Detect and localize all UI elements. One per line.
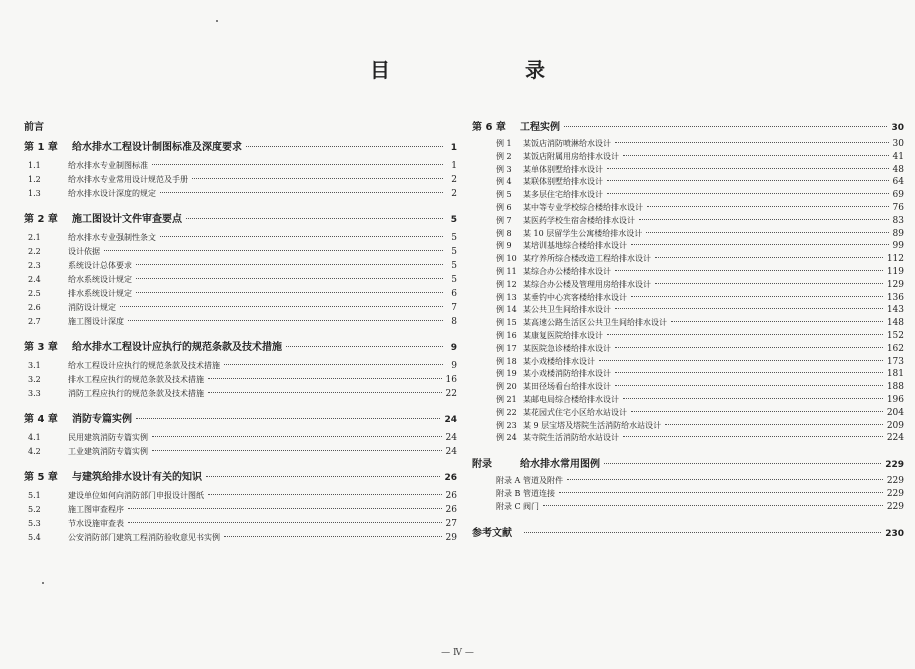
section-page: 5 [451,247,457,257]
toc-section[interactable] [24,374,457,388]
section-page: 76 [892,202,904,213]
section-title: 管道连接 [523,488,555,498]
section-page: 119 [886,266,904,277]
chapter-page: 1 [450,143,457,153]
toc-section[interactable] [24,388,457,402]
section-title: 某寺院生活消防给水站设计 [523,433,619,443]
chapter-page: 30 [891,123,904,133]
toc-section[interactable] [24,518,457,532]
toc-section[interactable] [472,253,904,266]
leader-dots [607,168,889,169]
toc-section[interactable] [472,475,904,488]
section-page: 26 [445,491,457,501]
section-page: 99 [892,241,904,252]
section-number: 4.2 [28,447,41,456]
toc-section[interactable] [472,266,904,279]
toc-section[interactable] [472,164,904,177]
toc-section[interactable] [24,288,457,302]
section-page: 129 [886,279,904,290]
section-title: 给水排水专业强制性条文 [68,233,156,242]
section-title: 消防设计规定 [68,303,116,312]
leader-dots [224,364,443,365]
chapter-title: 消防专篇实例 [72,414,132,425]
section-number: 2.4 [28,275,41,284]
toc-section[interactable] [24,232,457,246]
chapter-number: 第 5 章 [24,472,58,483]
toc-section[interactable] [472,488,904,501]
toc-section[interactable] [472,394,904,407]
section-title: 某饭店附属用房给排水设计 [523,151,619,161]
section-title: 公安消防部门建筑工程消防验收意见书实例 [68,533,220,542]
stray-mark [216,20,218,22]
section-title: 某培训基地综合楼给排水设计 [523,241,627,251]
section-title: 某多层住宅给排水设计 [523,190,603,200]
toc-section[interactable] [24,490,457,504]
toc-section[interactable] [472,292,904,305]
leader-dots [206,476,440,477]
leader-dots [655,257,883,258]
leader-dots [152,436,442,437]
toc-section[interactable] [472,138,904,151]
section-number: 例 2 [496,151,512,161]
leader-dots [623,398,883,399]
section-page: 30 [892,139,904,149]
toc-section[interactable] [472,501,904,514]
leader-dots [604,463,881,464]
section-title: 某康复医院给排水设计 [523,330,603,340]
toc-section[interactable] [472,215,904,228]
toc-chapter[interactable] [24,138,457,154]
toc-section[interactable] [24,160,457,174]
section-page: 204 [886,407,904,418]
leader-dots [559,492,883,493]
leader-dots [623,436,883,437]
leader-dots [564,126,887,127]
toc-section[interactable] [472,304,904,317]
section-title: 某 9 层宝塔及塔院生活消防给水站设计 [523,420,662,430]
section-title: 节水设施审查表 [68,519,124,528]
leader-dots [607,193,889,194]
leader-dots [615,347,883,348]
leader-dots [671,321,883,322]
toc-chapter[interactable] [24,338,457,354]
section-page: 152 [886,330,904,341]
section-page: 6 [451,289,457,299]
chapter-title: 与建筑给排水设计有关的知识 [72,472,202,483]
toc-chapter[interactable] [472,118,904,134]
toc-chapter[interactable] [24,210,457,226]
section-number: 5.1 [28,491,41,500]
section-title: 施工图设计深度 [68,317,124,326]
section-number: 例 17 [496,343,517,353]
section-page: 16 [445,375,457,385]
section-page: 229 [886,488,904,499]
section-page: 29 [445,533,457,543]
section-page: 181 [886,369,904,380]
section-page: 224 [886,433,904,444]
section-page: 148 [886,318,904,329]
section-number: 例 24 [496,433,517,443]
leader-dots [631,296,883,297]
leader-dots [128,522,442,523]
section-number: 例 16 [496,330,517,340]
leader-dots [152,164,443,165]
section-title: 某小戏楼给排水设计 [523,356,595,366]
leader-dots [152,450,442,451]
section-page: 48 [892,164,904,175]
toc-section[interactable] [472,368,904,381]
toc-right-column [472,118,904,540]
leader-dots [136,264,443,265]
section-number: 1.3 [28,189,41,198]
section-number: 5.3 [28,519,41,528]
chapter-number: 第 2 章 [24,214,58,225]
section-title: 给水排水专业常用设计规范及手册 [68,175,188,184]
section-title: 系统设计总体要求 [68,261,132,270]
leader-dots [136,278,443,279]
leader-dots [639,219,889,220]
section-number: 2.1 [28,233,41,242]
leader-dots [208,378,442,379]
leader-dots [615,270,883,271]
toc-section[interactable] [472,407,904,420]
section-title: 工业建筑消防专篇实例 [68,447,148,456]
section-number: 3.3 [28,389,41,398]
section-title: 建设单位如何向消防部门申报设计图纸 [68,491,204,500]
section-number: 2.3 [28,261,41,270]
leader-dots [524,532,881,533]
section-number: 5.4 [28,533,41,542]
toc-section[interactable] [472,202,904,215]
section-number: 例 23 [496,420,517,430]
section-page: 89 [892,228,904,239]
section-page: 27 [445,519,457,529]
section-title: 给水排水专业制图标准 [68,161,148,170]
leader-dots [631,411,883,412]
leader-dots [186,218,443,219]
leader-dots [647,206,889,207]
section-page: 26 [445,505,457,515]
leader-dots [615,385,883,386]
toc-section[interactable] [24,360,457,374]
section-page: 173 [886,356,904,367]
section-page: 188 [886,382,904,393]
leader-dots [543,505,883,506]
section-page: 1 [451,161,457,171]
leader-dots [136,292,443,293]
section-page: 8 [451,317,457,327]
section-number: 4.1 [28,433,41,442]
section-title: 设计依据 [68,247,100,256]
section-page: 9 [451,361,457,371]
section-number: 例 21 [496,394,517,404]
section-page: 196 [886,394,904,405]
chapter-page: 9 [450,343,457,353]
preface-label: 前言 [24,122,44,133]
section-page: 112 [886,254,904,265]
section-page: 83 [892,215,904,226]
leader-dots [246,146,443,147]
toc-section[interactable] [24,246,457,260]
leader-dots [646,232,888,233]
leader-dots [224,536,442,537]
section-page: 162 [886,343,904,354]
section-number: 例 9 [496,241,512,251]
section-page: 64 [892,177,904,188]
section-number: 例 5 [496,190,512,200]
section-page: 5 [451,261,457,271]
toc-chapter[interactable] [472,524,904,540]
section-page: 69 [892,190,904,201]
toc-section[interactable] [24,302,457,316]
toc-section[interactable] [472,240,904,253]
chapter-number: 参考文献 [472,527,512,539]
leader-dots [160,236,443,237]
leader-dots [631,244,889,245]
section-page: 7 [451,303,457,313]
section-number: 例 6 [496,202,512,212]
page-number: — Ⅳ — [441,648,474,658]
chapter-page: 26 [444,473,457,483]
leader-dots [208,494,442,495]
section-number: 例 12 [496,279,517,289]
section-number: 例 14 [496,305,517,315]
chapter-number: 附录 [472,459,492,471]
stray-mark [42,582,44,584]
toc-preface[interactable] [24,118,457,138]
toc-section[interactable] [472,356,904,369]
section-number: 2.6 [28,303,41,312]
chapter-page: 230 [885,528,904,539]
section-number: 1.1 [28,161,41,170]
leader-dots [567,479,883,480]
section-number: 附录 B [496,488,521,498]
toc-section[interactable] [472,228,904,241]
chapter-page: 229 [885,460,904,471]
section-title: 某公共卫生间给排水设计 [523,305,611,315]
toc-section[interactable] [24,446,457,460]
section-page: 2 [451,175,457,185]
section-title: 排水工程应执行的规范条款及技术措施 [68,375,204,384]
leader-dots [160,192,443,193]
toc-section[interactable] [24,432,457,446]
section-number: 5.2 [28,505,41,514]
page-title: 目 录 [370,58,609,82]
section-title: 某中等专业学校综合楼给排水设计 [523,202,643,212]
section-title: 某花园式住宅小区给水站设计 [523,407,627,417]
leader-dots [607,180,889,181]
leader-dots [665,424,883,425]
chapter-title: 工程实例 [520,122,560,133]
section-title: 某联体别墅给排水设计 [523,177,603,187]
section-title: 施工图审查程序 [68,505,124,514]
toc-chapter[interactable] [24,468,457,484]
leader-dots [128,508,442,509]
section-page: 41 [892,151,904,162]
toc-section[interactable] [472,381,904,394]
chapter-title: 给水排水工程设计制图标准及深度要求 [72,142,242,153]
section-title: 消防工程应执行的规范条款及技术措施 [68,389,204,398]
section-title: 排水系统设计规定 [68,289,132,298]
section-number: 例 4 [496,177,512,187]
chapter-page: 5 [450,215,457,225]
section-page: 24 [445,447,457,457]
section-title: 某医药学校生宿舍楼给排水设计 [523,215,635,225]
leader-dots [615,372,883,373]
section-page: 5 [451,233,457,243]
leader-dots [623,155,889,156]
chapter-title: 给水排水常用图例 [520,459,600,471]
toc-section[interactable] [24,274,457,288]
toc-section[interactable] [472,279,904,292]
section-number: 例 13 [496,292,517,302]
toc-section[interactable] [472,343,904,356]
section-page: 229 [886,476,904,487]
section-title: 某单体别墅给排水设计 [523,164,603,174]
chapter-title: 施工图设计文件审查要点 [72,214,182,225]
section-page: 136 [886,292,904,303]
section-title: 某医院急诊楼给排水设计 [523,343,611,353]
section-page: 5 [451,275,457,285]
section-number: 例 20 [496,382,517,392]
section-title: 某高速公路生活区公共卫生间给排水设计 [523,318,667,328]
section-page: 22 [445,389,457,399]
section-number: 2.7 [28,317,41,326]
leader-dots [286,346,443,347]
section-number: 例 3 [496,164,512,174]
section-number: 2.2 [28,247,41,256]
leader-dots [136,418,440,419]
chapter-number: 第 4 章 [24,414,58,425]
toc-section[interactable] [472,189,904,202]
section-title: 阀门 [523,501,539,511]
section-title: 某垂钓中心宾客楼给排水设计 [523,292,627,302]
section-title: 某田径场看台给排水设计 [523,382,611,392]
toc-section[interactable] [472,317,904,330]
section-number: 例 15 [496,318,517,328]
section-number: 例 8 [496,228,512,238]
section-title: 某 10 层留学生公寓楼给排水设计 [523,228,643,238]
leader-dots [607,334,883,335]
section-title: 民用建筑消防专篇实例 [68,433,148,442]
section-page: 229 [886,501,904,512]
section-number: 例 18 [496,356,517,366]
leader-dots [192,178,443,179]
toc-section[interactable] [24,188,457,202]
leader-dots [120,306,443,307]
section-title: 给水排水设计深度的规定 [68,189,156,198]
section-number: 例 1 [496,139,512,148]
section-title: 某疗养所综合楼改造工程给排水设计 [523,254,651,264]
section-title: 某饭店消防喷淋给水设计 [523,139,611,148]
toc-section[interactable] [472,420,904,433]
leader-dots [104,250,443,251]
section-number: 3.2 [28,375,41,384]
chapter-number: 第 6 章 [472,122,506,133]
section-number: 3.1 [28,361,41,370]
section-title: 某综合办公楼及管理用房给排水设计 [523,279,651,289]
section-number: 例 19 [496,369,517,379]
section-title: 给水工程设计应执行的规范条款及技术措施 [68,361,220,370]
toc-section[interactable] [24,174,457,188]
toc-section[interactable] [24,260,457,274]
section-number: 附录 A [496,476,521,486]
toc-section[interactable] [472,330,904,343]
toc-section[interactable] [472,151,904,164]
leader-dots [128,320,443,321]
section-number: 2.5 [28,289,41,298]
toc-chapter[interactable] [472,455,904,471]
section-number: 例 22 [496,407,517,417]
toc-section[interactable] [24,532,457,546]
chapter-page: 24 [444,415,457,425]
toc-section[interactable] [24,504,457,518]
section-number: 例 11 [496,266,517,276]
section-page: 2 [451,189,457,199]
toc-section[interactable] [24,316,457,330]
toc-chapter[interactable] [24,410,457,426]
toc-section[interactable] [472,176,904,189]
leader-dots [655,283,883,284]
section-number: 例 7 [496,215,512,225]
section-title: 给水系统设计规定 [68,275,132,284]
leader-dots [599,360,883,361]
leader-dots [615,142,889,143]
chapter-number: 第 1 章 [24,142,58,153]
section-page: 209 [886,420,904,431]
toc-left-column [24,118,457,546]
chapter-number: 第 3 章 [24,342,58,353]
toc-section[interactable] [472,432,904,445]
section-number: 附录 C [496,501,521,511]
section-page: 143 [886,305,904,316]
leader-dots [615,308,883,309]
section-number: 例 10 [496,254,517,264]
leader-dots [208,392,442,393]
section-title: 管道及附件 [523,476,563,486]
section-title: 某邮电局综合楼给排水设计 [523,394,619,404]
section-number: 1.2 [28,175,41,184]
chapter-title: 给水排水工程设计应执行的规范条款及技术措施 [72,342,282,353]
section-page: 24 [445,433,457,443]
section-title: 某小戏楼消防给排水设计 [523,369,611,379]
section-title: 某综合办公楼给排水设计 [523,266,611,276]
